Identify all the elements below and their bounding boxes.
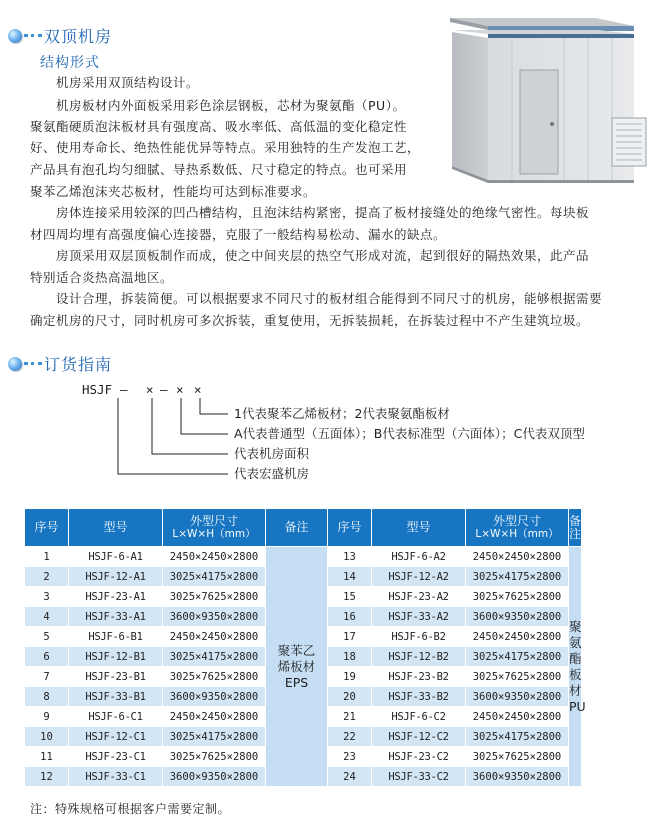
- cell-model: HSJF-12-B2: [372, 647, 466, 667]
- cell-model: HSJF-33-A1: [69, 607, 163, 627]
- cell-seq: 12: [25, 767, 69, 787]
- header-note: 备注: [266, 509, 328, 547]
- sphere-bullet-icon: [8, 357, 22, 371]
- cell-model: HSJF-6-C1: [69, 707, 163, 727]
- cell-seq: 14: [328, 567, 372, 587]
- table-header-row: [25, 509, 582, 547]
- cell-size: 3600×9350×2800: [163, 687, 266, 707]
- header-size-line1: 外型尺寸: [492, 513, 541, 528]
- cell-seq: 16: [328, 607, 372, 627]
- cell-size: 2450×2450×2800: [163, 627, 266, 647]
- bracket-lines: [118, 398, 228, 474]
- cell-seq: 19: [328, 667, 372, 687]
- sphere-bullet-icon: [8, 29, 22, 43]
- cell-size: 3025×7625×2800: [163, 587, 266, 607]
- cell-model: HSJF-23-C1: [69, 747, 163, 767]
- cell-seq: 20: [328, 687, 372, 707]
- cell-size: 3025×7625×2800: [163, 667, 266, 687]
- section-header-order-guide: [8, 352, 112, 375]
- body-line: 设计合理，拆装简便。可以根据要求不同尺寸的板材组合能得到不同尺寸的机房，能够根据需要: [56, 291, 603, 306]
- cell-seq: 3: [25, 587, 69, 607]
- cell-size: 3025×7625×2800: [163, 747, 266, 767]
- cell-model: HSJF-33-C2: [372, 767, 466, 787]
- cell-size: 3025×4175×2800: [466, 647, 569, 667]
- cell-size: 3025×4175×2800: [163, 567, 266, 587]
- cell-seq: 15: [328, 587, 372, 607]
- section-title: 双顶机房: [44, 27, 113, 46]
- cell-seq: 8: [25, 687, 69, 707]
- header-size: [163, 509, 266, 547]
- header-seq: 序号: [328, 509, 372, 547]
- header-model: 型号: [372, 509, 466, 547]
- body-line: 聚苯乙烯泡沫夹芯板材，性能均可达到标准要求。: [30, 184, 317, 199]
- header-note: 备注: [569, 509, 582, 547]
- body-line: 材四周均埋有高强度偏心连接器，克服了一般结构易松动、漏水的缺点。: [30, 227, 447, 242]
- structure-subheading: 结构形式: [40, 55, 100, 71]
- cell-seq: 18: [328, 647, 372, 667]
- note-pu-line: 板材: [569, 666, 582, 698]
- cell-size: 2450×2450×2800: [466, 547, 569, 567]
- cell-seq: 21: [328, 707, 372, 727]
- cell-size: 3025×4175×2800: [163, 647, 266, 667]
- cell-seq: 1: [25, 547, 69, 567]
- body-line: 好、使用寿命长、绝热性能优异等特点。采用独特的生产发泡工艺，: [30, 140, 421, 155]
- cell-seq: 10: [25, 727, 69, 747]
- table-row: [25, 547, 582, 567]
- cell-seq: 5: [25, 627, 69, 647]
- cell-size: 3600×9350×2800: [466, 767, 569, 787]
- body-line: 产品具有泡孔均匀细腻、导热系数低、尺寸稳定的特点。也可采用: [30, 162, 408, 177]
- section-title: 订货指南: [44, 355, 113, 374]
- code-dash: —: [120, 382, 128, 397]
- cell-model: HSJF-23-A1: [69, 587, 163, 607]
- body-line: 确定机房的尺寸，同时机房可多次拆装，重复使用，无拆装损耗，在拆装过程中不产生建筑垃圾。: [30, 313, 590, 328]
- body-line: 特别适合炎热高温地区。: [30, 270, 174, 285]
- cell-seq: 2: [25, 567, 69, 587]
- note-eps-line: 烯板材: [277, 658, 316, 674]
- cell-size: 3025×7625×2800: [466, 747, 569, 767]
- cell-size: 3025×7625×2800: [466, 667, 569, 687]
- cell-seq: 4: [25, 607, 69, 627]
- dotted-dash-decoration: [24, 34, 42, 37]
- cell-seq: 22: [328, 727, 372, 747]
- model-code-diagram: [0, 376, 650, 488]
- footnote: 注：特殊规格可根据客户需要定制。: [30, 802, 231, 816]
- header-seq: 序号: [25, 509, 69, 547]
- dotted-dash-decoration: [24, 362, 42, 365]
- cell-size: 3600×9350×2800: [163, 607, 266, 627]
- code-placeholder: ×: [146, 382, 154, 397]
- header-model: 型号: [69, 509, 163, 547]
- cell-size: 3025×4175×2800: [466, 727, 569, 747]
- cell-model: HSJF-6-A1: [69, 547, 163, 567]
- cell-seq: 9: [25, 707, 69, 727]
- cell-model: HSJF-12-C2: [372, 727, 466, 747]
- note-eps-line: EPS: [284, 674, 309, 690]
- cell-seq: 13: [328, 547, 372, 567]
- body-line: 房顶采用双层顶板制作而成，使之中间夹层的热空气形成对流，起到很好的隔热效果，此产品: [56, 248, 590, 263]
- cell-model: HSJF-23-B2: [372, 667, 466, 687]
- cell-model: HSJF-6-A2: [372, 547, 466, 567]
- note-pu-line: PU: [569, 698, 586, 714]
- cell-size: 3600×9350×2800: [163, 767, 266, 787]
- cell-seq: 24: [328, 767, 372, 787]
- legend-area: 代表机房面积: [234, 446, 310, 461]
- body-line: 机房板材内外面板采用彩色涂层钢板，芯材为聚氨酯（PU）。: [56, 98, 406, 113]
- code-placeholder: ×: [176, 382, 184, 397]
- cell-model: HSJF-12-C1: [69, 727, 163, 747]
- cell-model: HSJF-23-C2: [372, 747, 466, 767]
- cell-model: HSJF-12-A2: [372, 567, 466, 587]
- header-size: [466, 509, 569, 547]
- cell-model: HSJF-12-A1: [69, 567, 163, 587]
- header-size-line2: L×W×H（mm）: [475, 527, 559, 540]
- code-dash: —: [160, 382, 168, 397]
- note-pu-line: 聚氨酯: [569, 618, 582, 666]
- legend-material: 1代表聚苯乙烯板材；2代表聚氨酯板材: [234, 406, 450, 421]
- legend-type: A代表普通型（五面体）；B代表标准型（六面体）；C代表双顶型: [234, 426, 585, 441]
- body-line: 聚氨酯硬质泡沫板材具有强度高、吸水率低、高低温的变化稳定性: [30, 119, 408, 134]
- cell-size: 2450×2450×2800: [163, 547, 266, 567]
- legend-brand: 代表宏盛机房: [234, 466, 310, 481]
- cell-size: 2450×2450×2800: [163, 707, 266, 727]
- cell-model: HSJF-6-C2: [372, 707, 466, 727]
- cell-model: HSJF-6-B1: [69, 627, 163, 647]
- cell-model: HSJF-23-B1: [69, 667, 163, 687]
- cell-size: 3025×4175×2800: [466, 567, 569, 587]
- cell-seq: 17: [328, 627, 372, 647]
- cell-size: 3025×7625×2800: [466, 587, 569, 607]
- cell-model: HSJF-23-A2: [372, 587, 466, 607]
- cell-seq: 11: [25, 747, 69, 767]
- cell-size: 3600×9350×2800: [466, 687, 569, 707]
- header-size-line1: 外型尺寸: [189, 513, 238, 528]
- note-eps-line: 聚苯乙: [277, 642, 316, 658]
- cell-seq: 7: [25, 667, 69, 687]
- header-size-line2: L×W×H（mm）: [172, 527, 256, 540]
- section-header-double-roof: [8, 24, 112, 47]
- cell-seq: 6: [25, 647, 69, 667]
- body-line: 房体连接采用较深的凹凸槽结构，且泡沫结构紧密，提高了板材接缝处的绝缘气密性。每块板: [56, 205, 590, 220]
- double-roof-equipment-room-photo: [438, 8, 650, 188]
- body-line: 机房采用双顶结构设计。: [56, 75, 200, 90]
- code-prefix: HSJF: [82, 382, 113, 397]
- cell-size: 2450×2450×2800: [466, 627, 569, 647]
- cell-size: 3600×9350×2800: [466, 607, 569, 627]
- code-placeholder: ×: [194, 382, 202, 397]
- cell-model: HSJF-33-C1: [69, 767, 163, 787]
- cell-model: HSJF-12-B1: [69, 647, 163, 667]
- cell-model: HSJF-33-A2: [372, 607, 466, 627]
- note-pu: [569, 547, 586, 787]
- cell-model: HSJF-33-B1: [69, 687, 163, 707]
- cell-seq: 23: [328, 747, 372, 767]
- cell-size: 3025×4175×2800: [163, 727, 266, 747]
- spec-table: [24, 508, 586, 787]
- cell-model: HSJF-33-B2: [372, 687, 466, 707]
- cell-model: HSJF-6-B2: [372, 627, 466, 647]
- cell-size: 2450×2450×2800: [466, 707, 569, 727]
- note-eps: [266, 547, 328, 787]
